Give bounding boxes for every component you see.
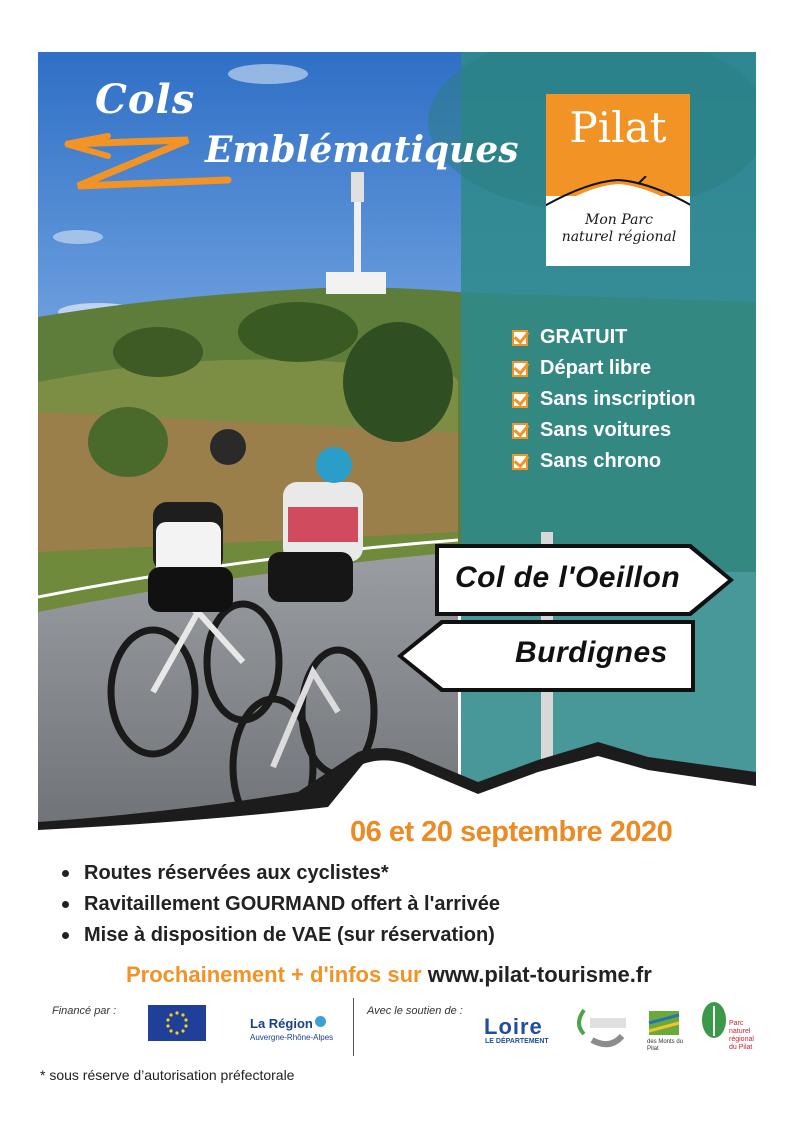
communaute-communes-logo [570, 1000, 628, 1052]
loire-logo-sub: LE DÉPARTEMENT [485, 1038, 549, 1045]
cc-pilat-rhodanien-icon [570, 1000, 628, 1052]
logo-tagline-line2: naturel régional [561, 229, 677, 245]
pilat-logo [546, 94, 690, 266]
checkbox-icon [512, 330, 528, 346]
promo-line [126, 962, 652, 988]
eu-stars-icon [148, 1005, 206, 1041]
monts-du-pilat-icon [645, 1003, 685, 1039]
title-emblematiques: Emblématiques [205, 129, 519, 171]
feature-checklist [512, 322, 696, 477]
checklist-item [512, 415, 696, 446]
checkbox-icon [512, 454, 528, 470]
bullet-label: Routes réservées aux cyclistes* [84, 862, 389, 884]
checkbox-icon [512, 423, 528, 439]
checklist-label: Sans voitures [540, 419, 672, 441]
support-label: Avec le soutien de : [367, 1005, 463, 1017]
bullet-item [62, 858, 500, 889]
checklist-item [512, 384, 696, 415]
promo-lead: Prochainement + d'infos sur [126, 962, 422, 987]
eu-flag-logo [148, 1005, 206, 1041]
bullet-dot-icon [62, 901, 69, 908]
sign-top-label: Col de l'Oeillon [455, 561, 681, 594]
sign-bottom-label: Burdignes [515, 636, 668, 669]
region-logo-name: La Région [250, 1016, 313, 1031]
bullet-item [62, 920, 500, 951]
logo-name: Pilat [569, 103, 667, 152]
bullet-item [62, 889, 500, 920]
info-bullets [62, 858, 500, 951]
bullet-dot-icon [62, 870, 69, 877]
checklist-item [512, 446, 696, 477]
checkbox-icon [512, 392, 528, 408]
checklist-label: Départ libre [540, 357, 652, 379]
bullet-label: Ravitaillement GOURMAND offert à l'arrivée [84, 893, 500, 915]
region-logo-icon [315, 1016, 326, 1027]
checkbox-icon [512, 361, 528, 377]
checklist-label: Sans inscription [540, 388, 696, 410]
logo-tagline-line1: Mon Parc [585, 212, 653, 228]
event-date: 06 et 20 septembre 2020 [350, 816, 673, 848]
promo-url[interactable]: www.pilat-tourisme.fr [427, 962, 652, 987]
funded-by-label: Financé par : [52, 1005, 117, 1017]
bullet-dot-icon [62, 932, 69, 939]
checklist-label: Sans chrono [540, 450, 662, 472]
checklist-item [512, 322, 696, 353]
title-cols: Cols [95, 76, 196, 123]
checklist-item [512, 353, 696, 384]
region-logo-sub: Auvergne-Rhône-Alpes [250, 1033, 334, 1042]
checklist-label: GRATUIT [540, 326, 628, 348]
monts-du-pilat-logo [645, 1003, 685, 1053]
monts-du-pilat-label: des Monts du Pilat [647, 1039, 684, 1052]
logo-mountain-icon [546, 176, 690, 216]
loire-logo-name: Loire [484, 1014, 543, 1039]
logo-tagline [552, 212, 686, 246]
parc-pilat-logo [700, 1000, 728, 1054]
bullet-label: Mise à disposition de VAE (sur réservation) [84, 924, 495, 946]
footnote: * sous réserve d’autorisation préfectorale [40, 1067, 295, 1083]
parc-leaf-icon [700, 1000, 728, 1054]
parc-pilat-label: Parc naturel régional du Pilat [729, 1020, 754, 1051]
footer-divider [353, 998, 354, 1056]
